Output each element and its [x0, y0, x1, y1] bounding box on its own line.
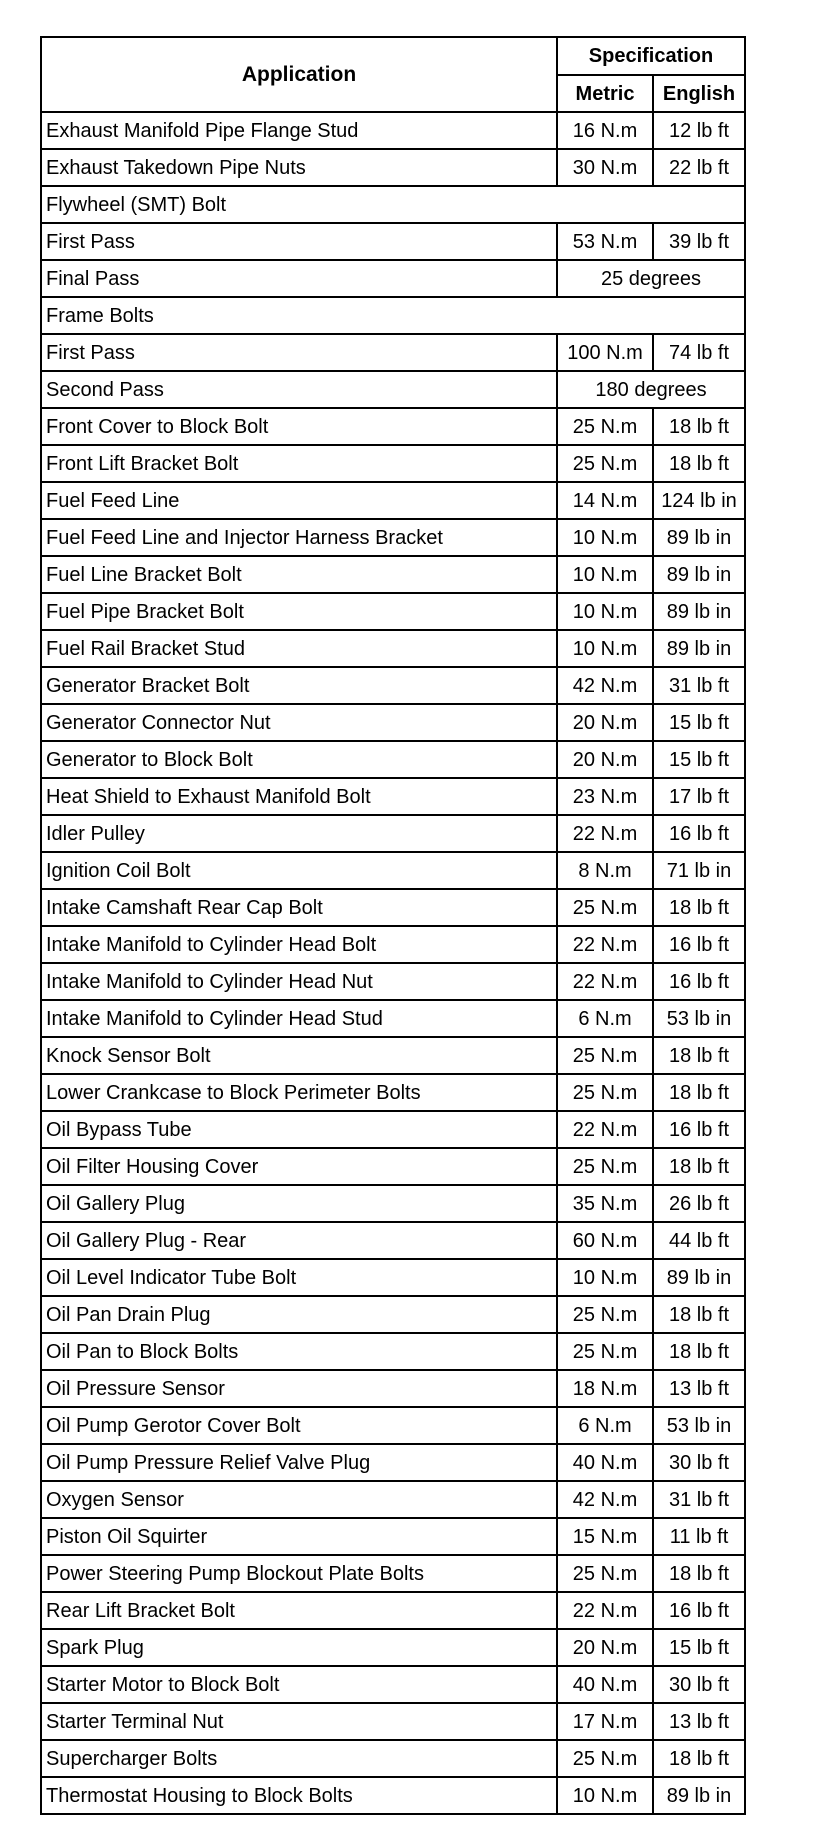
section-label: Frame Bolts	[41, 297, 745, 334]
application-cell: Intake Camshaft Rear Cap Bolt	[41, 889, 557, 926]
metric-cell: 25 N.m	[557, 1555, 653, 1592]
english-cell: 74 lb ft	[653, 334, 745, 371]
application-cell: Intake Manifold to Cylinder Head Bolt	[41, 926, 557, 963]
application-cell: Fuel Line Bracket Bolt	[41, 556, 557, 593]
application-cell: Oil Pan to Block Bolts	[41, 1333, 557, 1370]
application-cell: Starter Motor to Block Bolt	[41, 1666, 557, 1703]
metric-cell: 10 N.m	[557, 1777, 653, 1814]
english-cell: 11 lb ft	[653, 1518, 745, 1555]
metric-cell: 25 N.m	[557, 889, 653, 926]
table-row	[41, 1333, 745, 1370]
english-cell: 124 lb in	[653, 482, 745, 519]
table-row	[41, 1592, 745, 1629]
metric-cell: 20 N.m	[557, 1629, 653, 1666]
english-cell: 71 lb in	[653, 852, 745, 889]
application-cell: Generator to Block Bolt	[41, 741, 557, 778]
english-cell: 53 lb in	[653, 1000, 745, 1037]
metric-cell: 18 N.m	[557, 1370, 653, 1407]
application-cell: Spark Plug	[41, 1629, 557, 1666]
table-row	[41, 408, 745, 445]
english-cell: 16 lb ft	[653, 963, 745, 1000]
english-cell: 18 lb ft	[653, 1074, 745, 1111]
table-row	[41, 1370, 745, 1407]
metric-cell: 22 N.m	[557, 926, 653, 963]
table-row	[41, 519, 745, 556]
english-cell: 13 lb ft	[653, 1370, 745, 1407]
english-cell: 39 lb ft	[653, 223, 745, 260]
application-cell: Knock Sensor Bolt	[41, 1037, 557, 1074]
table-row	[41, 1296, 745, 1333]
table-row	[41, 334, 745, 371]
metric-cell: 25 N.m	[557, 445, 653, 482]
application-cell: Intake Manifold to Cylinder Head Stud	[41, 1000, 557, 1037]
english-cell: 16 lb ft	[653, 1592, 745, 1629]
table-row	[41, 741, 745, 778]
english-cell: 15 lb ft	[653, 704, 745, 741]
metric-cell: 100 N.m	[557, 334, 653, 371]
metric-cell: 30 N.m	[557, 149, 653, 186]
english-cell: 89 lb in	[653, 1259, 745, 1296]
metric-cell: 10 N.m	[557, 519, 653, 556]
application-cell: Second Pass	[41, 371, 557, 408]
english-cell: 30 lb ft	[653, 1666, 745, 1703]
metric-cell: 25 N.m	[557, 1333, 653, 1370]
metric-cell: 40 N.m	[557, 1666, 653, 1703]
table-row	[41, 1000, 745, 1037]
application-cell: Exhaust Manifold Pipe Flange Stud	[41, 112, 557, 149]
metric-header: Metric	[557, 75, 653, 112]
table-row	[41, 630, 745, 667]
table-row	[41, 445, 745, 482]
table-row	[41, 852, 745, 889]
application-cell: Power Steering Pump Blockout Plate Bolts	[41, 1555, 557, 1592]
table-row	[41, 963, 745, 1000]
table-row	[41, 667, 745, 704]
table-row	[41, 1074, 745, 1111]
metric-cell: 16 N.m	[557, 112, 653, 149]
english-cell: 18 lb ft	[653, 889, 745, 926]
specification-header: Specification	[557, 37, 745, 75]
metric-cell: 10 N.m	[557, 630, 653, 667]
metric-cell: 15 N.m	[557, 1518, 653, 1555]
metric-cell: 35 N.m	[557, 1185, 653, 1222]
table-row	[41, 1222, 745, 1259]
english-cell: 12 lb ft	[653, 112, 745, 149]
metric-cell: 42 N.m	[557, 667, 653, 704]
table-row	[41, 1518, 745, 1555]
table-row	[41, 926, 745, 963]
english-cell: 15 lb ft	[653, 741, 745, 778]
application-cell: First Pass	[41, 334, 557, 371]
application-cell: Oxygen Sensor	[41, 1481, 557, 1518]
english-cell: 89 lb in	[653, 593, 745, 630]
english-cell: 18 lb ft	[653, 1148, 745, 1185]
metric-cell: 10 N.m	[557, 593, 653, 630]
application-cell: Oil Gallery Plug	[41, 1185, 557, 1222]
english-cell: 17 lb ft	[653, 778, 745, 815]
application-cell: Oil Pressure Sensor	[41, 1370, 557, 1407]
metric-cell: 23 N.m	[557, 778, 653, 815]
table-row	[41, 371, 745, 408]
metric-cell: 25 N.m	[557, 1074, 653, 1111]
table-row	[41, 1740, 745, 1777]
english-cell: 18 lb ft	[653, 1333, 745, 1370]
table-row	[41, 149, 745, 186]
english-cell: 26 lb ft	[653, 1185, 745, 1222]
table-row	[41, 1037, 745, 1074]
english-cell: 89 lb in	[653, 556, 745, 593]
metric-cell: 6 N.m	[557, 1000, 653, 1037]
table-row	[41, 704, 745, 741]
metric-cell: 14 N.m	[557, 482, 653, 519]
application-cell: Thermostat Housing to Block Bolts	[41, 1777, 557, 1814]
metric-cell: 20 N.m	[557, 704, 653, 741]
english-cell: 16 lb ft	[653, 815, 745, 852]
table-row	[41, 1666, 745, 1703]
application-cell: Oil Pump Pressure Relief Valve Plug	[41, 1444, 557, 1481]
angle-spec-cell: 25 degrees	[557, 260, 745, 297]
application-cell: Oil Level Indicator Tube Bolt	[41, 1259, 557, 1296]
english-cell: 44 lb ft	[653, 1222, 745, 1259]
english-cell: 89 lb in	[653, 630, 745, 667]
application-cell: Intake Manifold to Cylinder Head Nut	[41, 963, 557, 1000]
application-cell: Oil Gallery Plug - Rear	[41, 1222, 557, 1259]
table-row	[41, 1185, 745, 1222]
english-cell: 30 lb ft	[653, 1444, 745, 1481]
application-cell: Oil Bypass Tube	[41, 1111, 557, 1148]
table-row	[41, 815, 745, 852]
table-row	[41, 1629, 745, 1666]
metric-cell: 42 N.m	[557, 1481, 653, 1518]
table-body	[41, 112, 745, 1814]
english-cell: 22 lb ft	[653, 149, 745, 186]
metric-cell: 25 N.m	[557, 408, 653, 445]
torque-spec-table	[40, 36, 746, 1815]
application-cell: Lower Crankcase to Block Perimeter Bolts	[41, 1074, 557, 1111]
table-row	[41, 778, 745, 815]
metric-cell: 22 N.m	[557, 1111, 653, 1148]
english-cell: 89 lb in	[653, 519, 745, 556]
metric-cell: 53 N.m	[557, 223, 653, 260]
application-cell: Final Pass	[41, 260, 557, 297]
metric-cell: 22 N.m	[557, 963, 653, 1000]
english-cell: 18 lb ft	[653, 1740, 745, 1777]
application-cell: Fuel Pipe Bracket Bolt	[41, 593, 557, 630]
header-row-top	[41, 37, 745, 75]
metric-cell: 20 N.m	[557, 741, 653, 778]
application-cell: Oil Filter Housing Cover	[41, 1148, 557, 1185]
english-cell: 18 lb ft	[653, 1296, 745, 1333]
application-cell: Oil Pan Drain Plug	[41, 1296, 557, 1333]
table-row	[41, 223, 745, 260]
table-row	[41, 260, 745, 297]
english-cell: 18 lb ft	[653, 1037, 745, 1074]
english-cell: 89 lb in	[653, 1777, 745, 1814]
angle-spec-cell: 180 degrees	[557, 371, 745, 408]
application-cell: Idler Pulley	[41, 815, 557, 852]
english-header: English	[653, 75, 745, 112]
metric-cell: 25 N.m	[557, 1037, 653, 1074]
english-cell: 15 lb ft	[653, 1629, 745, 1666]
application-cell: Oil Pump Gerotor Cover Bolt	[41, 1407, 557, 1444]
metric-cell: 25 N.m	[557, 1148, 653, 1185]
table-row	[41, 1111, 745, 1148]
table-row	[41, 1777, 745, 1814]
table-row	[41, 1407, 745, 1444]
table-row	[41, 1444, 745, 1481]
application-cell: Supercharger Bolts	[41, 1740, 557, 1777]
table-row	[41, 186, 745, 223]
metric-cell: 22 N.m	[557, 815, 653, 852]
table-row	[41, 1703, 745, 1740]
application-cell: Generator Connector Nut	[41, 704, 557, 741]
table-row	[41, 556, 745, 593]
application-cell: Front Lift Bracket Bolt	[41, 445, 557, 482]
section-label: Flywheel (SMT) Bolt	[41, 186, 745, 223]
english-cell: 31 lb ft	[653, 667, 745, 704]
metric-cell: 40 N.m	[557, 1444, 653, 1481]
metric-cell: 10 N.m	[557, 1259, 653, 1296]
english-cell: 16 lb ft	[653, 926, 745, 963]
table-row	[41, 1555, 745, 1592]
application-cell: Fuel Feed Line and Injector Harness Bracket	[41, 519, 557, 556]
english-cell: 18 lb ft	[653, 408, 745, 445]
table-row	[41, 1481, 745, 1518]
table-row	[41, 1259, 745, 1296]
application-cell: First Pass	[41, 223, 557, 260]
table-row	[41, 593, 745, 630]
metric-cell: 25 N.m	[557, 1296, 653, 1333]
application-cell: Starter Terminal Nut	[41, 1703, 557, 1740]
metric-cell: 10 N.m	[557, 556, 653, 593]
table-row	[41, 1148, 745, 1185]
metric-cell: 8 N.m	[557, 852, 653, 889]
table-row	[41, 297, 745, 334]
application-cell: Exhaust Takedown Pipe Nuts	[41, 149, 557, 186]
application-cell: Fuel Rail Bracket Stud	[41, 630, 557, 667]
metric-cell: 60 N.m	[557, 1222, 653, 1259]
application-cell: Piston Oil Squirter	[41, 1518, 557, 1555]
application-cell: Rear Lift Bracket Bolt	[41, 1592, 557, 1629]
application-header: Application	[41, 37, 557, 112]
metric-cell: 25 N.m	[557, 1740, 653, 1777]
application-cell: Generator Bracket Bolt	[41, 667, 557, 704]
table-row	[41, 889, 745, 926]
english-cell: 18 lb ft	[653, 445, 745, 482]
application-cell: Heat Shield to Exhaust Manifold Bolt	[41, 778, 557, 815]
english-cell: 18 lb ft	[653, 1555, 745, 1592]
english-cell: 31 lb ft	[653, 1481, 745, 1518]
english-cell: 53 lb in	[653, 1407, 745, 1444]
english-cell: 13 lb ft	[653, 1703, 745, 1740]
application-cell: Fuel Feed Line	[41, 482, 557, 519]
english-cell: 16 lb ft	[653, 1111, 745, 1148]
table-row	[41, 112, 745, 149]
table-row	[41, 482, 745, 519]
application-cell: Ignition Coil Bolt	[41, 852, 557, 889]
metric-cell: 6 N.m	[557, 1407, 653, 1444]
metric-cell: 22 N.m	[557, 1592, 653, 1629]
application-cell: Front Cover to Block Bolt	[41, 408, 557, 445]
metric-cell: 17 N.m	[557, 1703, 653, 1740]
